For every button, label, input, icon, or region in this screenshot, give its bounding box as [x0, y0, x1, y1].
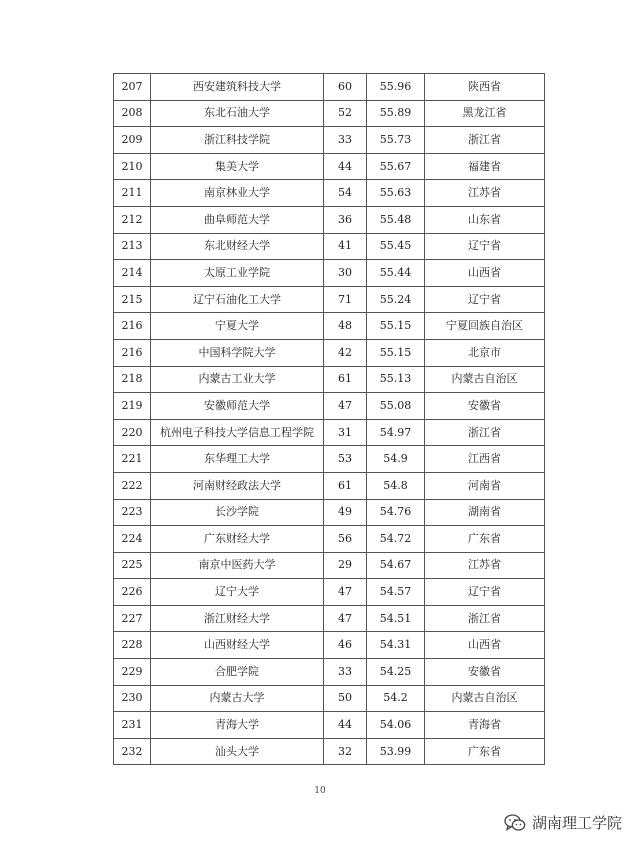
university-name-cell: 中国科学院大学: [151, 339, 324, 366]
province-cell: 陕西省: [425, 74, 545, 101]
score-cell: 55.15: [367, 339, 425, 366]
score-cell: 55.89: [367, 100, 425, 127]
province-cell: 山东省: [425, 206, 545, 233]
table-row: [114, 659, 545, 686]
score-cell: 55.96: [367, 74, 425, 101]
count-cell: 42: [324, 339, 367, 366]
rank-cell: 229: [114, 659, 151, 686]
university-name-cell: 太原工业学院: [151, 260, 324, 287]
rank-cell: 221: [114, 446, 151, 473]
rank-cell: 220: [114, 419, 151, 446]
rank-cell: 222: [114, 472, 151, 499]
rank-cell: 226: [114, 579, 151, 606]
table-row: [114, 393, 545, 420]
rank-cell: 218: [114, 366, 151, 393]
province-cell: 湖南省: [425, 499, 545, 526]
watermark-text: 湖南理工学院: [531, 814, 622, 832]
count-cell: 71: [324, 286, 367, 313]
count-cell: 60: [324, 74, 367, 101]
university-name-cell: 南京林业大学: [151, 180, 324, 207]
ranking-table: [113, 73, 545, 765]
university-name-cell: 青海大学: [151, 712, 324, 739]
province-cell: 黑龙江省: [425, 100, 545, 127]
table-row: [114, 100, 545, 127]
university-name-cell: 内蒙古大学: [151, 685, 324, 712]
rank-cell: 211: [114, 180, 151, 207]
rank-cell: 210: [114, 153, 151, 180]
province-cell: 广东省: [425, 526, 545, 553]
count-cell: 50: [324, 685, 367, 712]
count-cell: 29: [324, 552, 367, 579]
province-cell: 浙江省: [425, 419, 545, 446]
province-cell: 江苏省: [425, 552, 545, 579]
province-cell: 宁夏回族自治区: [425, 313, 545, 340]
rank-cell: 213: [114, 233, 151, 260]
table-row: [114, 153, 545, 180]
province-cell: 内蒙古自治区: [425, 685, 545, 712]
score-cell: 54.31: [367, 632, 425, 659]
score-cell: 54.9: [367, 446, 425, 473]
rank-cell: 219: [114, 393, 151, 420]
university-name-cell: 广东财经大学: [151, 526, 324, 553]
rank-cell: 232: [114, 738, 151, 765]
score-cell: 54.67: [367, 552, 425, 579]
ranking-table-body: [114, 74, 545, 765]
count-cell: 36: [324, 206, 367, 233]
university-name-cell: 内蒙古工业大学: [151, 366, 324, 393]
table-row: [114, 339, 545, 366]
table-row: [114, 286, 545, 313]
count-cell: 44: [324, 712, 367, 739]
score-cell: 55.45: [367, 233, 425, 260]
university-name-cell: 东华理工大学: [151, 446, 324, 473]
score-cell: 53.99: [367, 738, 425, 765]
university-name-cell: 集美大学: [151, 153, 324, 180]
university-name-cell: 安徽师范大学: [151, 393, 324, 420]
university-name-cell: 宁夏大学: [151, 313, 324, 340]
table-row: [114, 313, 545, 340]
page-number: 10: [314, 786, 326, 796]
province-cell: 安徽省: [425, 393, 545, 420]
rank-cell: 209: [114, 127, 151, 154]
university-name-cell: 合肥学院: [151, 659, 324, 686]
score-cell: 54.57: [367, 579, 425, 606]
rank-cell: 225: [114, 552, 151, 579]
rank-cell: 216: [114, 339, 151, 366]
table-row: [114, 552, 545, 579]
count-cell: 54: [324, 180, 367, 207]
province-cell: 辽宁省: [425, 233, 545, 260]
table-row: [114, 206, 545, 233]
province-cell: 河南省: [425, 472, 545, 499]
province-cell: 浙江省: [425, 127, 545, 154]
score-cell: 55.44: [367, 260, 425, 287]
score-cell: 54.8: [367, 472, 425, 499]
rank-cell: 212: [114, 206, 151, 233]
province-cell: 福建省: [425, 153, 545, 180]
university-name-cell: 长沙学院: [151, 499, 324, 526]
table-row: [114, 472, 545, 499]
province-cell: 江西省: [425, 446, 545, 473]
score-cell: 54.72: [367, 526, 425, 553]
count-cell: 47: [324, 393, 367, 420]
university-name-cell: 东北财经大学: [151, 233, 324, 260]
rank-cell: 223: [114, 499, 151, 526]
count-cell: 47: [324, 579, 367, 606]
count-cell: 46: [324, 632, 367, 659]
rank-cell: 231: [114, 712, 151, 739]
score-cell: 54.97: [367, 419, 425, 446]
rank-cell: 230: [114, 685, 151, 712]
count-cell: 52: [324, 100, 367, 127]
table-row: [114, 419, 545, 446]
university-name-cell: 浙江科技学院: [151, 127, 324, 154]
score-cell: 55.13: [367, 366, 425, 393]
table-row: [114, 632, 545, 659]
university-name-cell: 南京中医药大学: [151, 552, 324, 579]
score-cell: 55.24: [367, 286, 425, 313]
table-row: [114, 685, 545, 712]
score-cell: 54.2: [367, 685, 425, 712]
rank-cell: 216: [114, 313, 151, 340]
table-row: [114, 526, 545, 553]
rank-cell: 224: [114, 526, 151, 553]
university-name-cell: 东北石油大学: [151, 100, 324, 127]
province-cell: 青海省: [425, 712, 545, 739]
count-cell: 53: [324, 446, 367, 473]
count-cell: 31: [324, 419, 367, 446]
province-cell: 江苏省: [425, 180, 545, 207]
university-name-cell: 辽宁大学: [151, 579, 324, 606]
university-name-cell: 山西财经大学: [151, 632, 324, 659]
province-cell: 安徽省: [425, 659, 545, 686]
table-row: [114, 579, 545, 606]
table-row: [114, 712, 545, 739]
province-cell: 山西省: [425, 632, 545, 659]
table-row: [114, 446, 545, 473]
table-row: [114, 366, 545, 393]
rank-cell: 228: [114, 632, 151, 659]
rank-cell: 208: [114, 100, 151, 127]
rank-cell: 214: [114, 260, 151, 287]
university-name-cell: 浙江财经大学: [151, 605, 324, 632]
table-row: [114, 127, 545, 154]
university-name-cell: 河南财经政法大学: [151, 472, 324, 499]
rank-cell: 207: [114, 74, 151, 101]
score-cell: 54.06: [367, 712, 425, 739]
watermark: [504, 812, 622, 833]
score-cell: 54.76: [367, 499, 425, 526]
province-cell: 辽宁省: [425, 286, 545, 313]
count-cell: 47: [324, 605, 367, 632]
count-cell: 41: [324, 233, 367, 260]
university-name-cell: 西安建筑科技大学: [151, 74, 324, 101]
count-cell: 32: [324, 738, 367, 765]
university-name-cell: 曲阜师范大学: [151, 206, 324, 233]
score-cell: 55.08: [367, 393, 425, 420]
count-cell: 49: [324, 499, 367, 526]
count-cell: 33: [324, 127, 367, 154]
table-row: [114, 260, 545, 287]
province-cell: 内蒙古自治区: [425, 366, 545, 393]
province-cell: 广东省: [425, 738, 545, 765]
table-row: [114, 738, 545, 765]
table-row: [114, 233, 545, 260]
count-cell: 61: [324, 366, 367, 393]
score-cell: 55.67: [367, 153, 425, 180]
table-row: [114, 180, 545, 207]
score-cell: 55.48: [367, 206, 425, 233]
score-cell: 55.63: [367, 180, 425, 207]
university-name-cell: 辽宁石油化工大学: [151, 286, 324, 313]
count-cell: 61: [324, 472, 367, 499]
score-cell: 55.73: [367, 127, 425, 154]
table-row: [114, 499, 545, 526]
count-cell: 33: [324, 659, 367, 686]
province-cell: 山西省: [425, 260, 545, 287]
university-name-cell: 杭州电子科技大学信息工程学院: [151, 419, 324, 446]
university-name-cell: 汕头大学: [151, 738, 324, 765]
count-cell: 44: [324, 153, 367, 180]
province-cell: 辽宁省: [425, 579, 545, 606]
wechat-icon: [504, 814, 526, 832]
table-row: [114, 74, 545, 101]
rank-cell: 227: [114, 605, 151, 632]
score-cell: 55.15: [367, 313, 425, 340]
score-cell: 54.25: [367, 659, 425, 686]
rank-cell: 215: [114, 286, 151, 313]
count-cell: 48: [324, 313, 367, 340]
score-cell: 54.51: [367, 605, 425, 632]
count-cell: 30: [324, 260, 367, 287]
province-cell: 北京市: [425, 339, 545, 366]
table-row: [114, 605, 545, 632]
count-cell: 56: [324, 526, 367, 553]
province-cell: 浙江省: [425, 605, 545, 632]
